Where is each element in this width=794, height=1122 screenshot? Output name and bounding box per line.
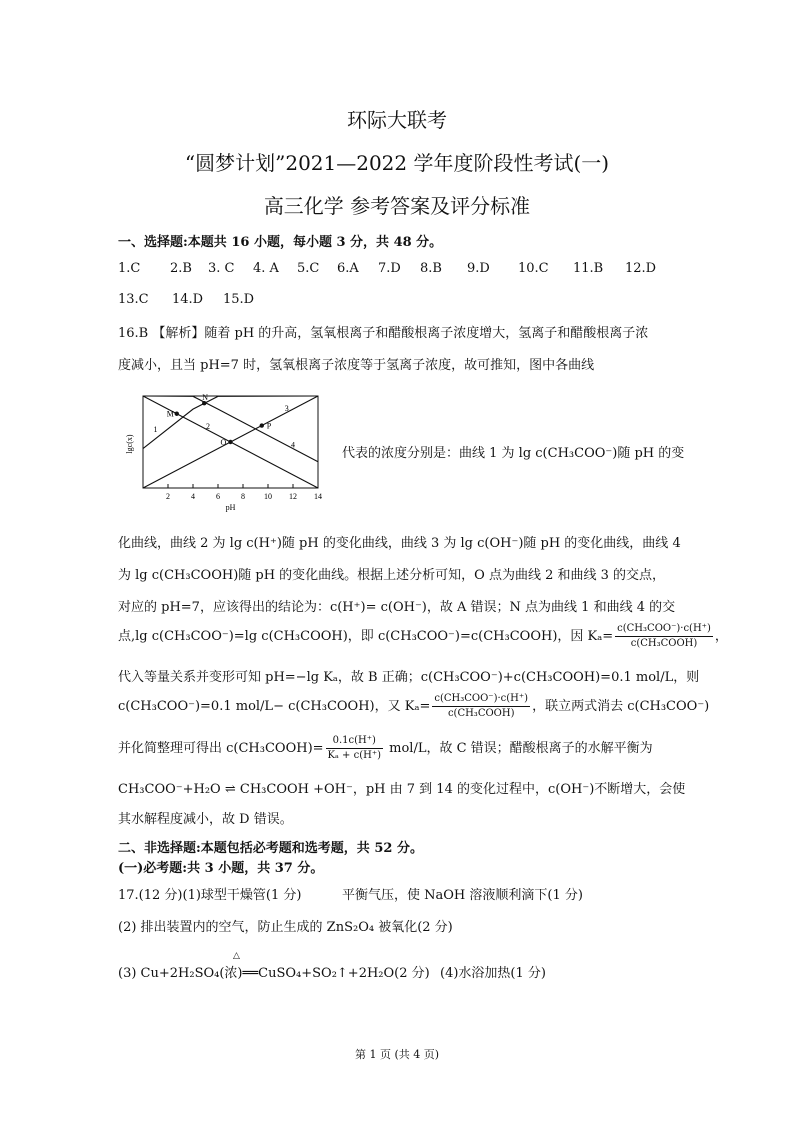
- point-label-P: P: [266, 421, 272, 431]
- q17-part4: (4)水浴加热(1 分): [440, 966, 546, 981]
- answer-item: 14.D: [172, 292, 204, 307]
- q16-side-text: 代表的浓度分别是：曲线 1 为 lg c(CH₃COO⁻)随 pH 的变: [342, 446, 685, 461]
- answer-item: 9.D: [467, 261, 490, 276]
- ka-fraction-1: [615, 622, 713, 651]
- point-label-N: N: [202, 393, 209, 403]
- ka-fraction-2: [432, 692, 530, 721]
- x-tick-label: 10: [264, 492, 272, 501]
- answer-item: 8.B: [420, 261, 442, 276]
- q16-line4: [118, 622, 728, 651]
- ka-fraction-2-num: c(CH₃COO⁻)·c(H⁺): [432, 692, 530, 707]
- acid-conc-fraction-den: Kₐ + c(H⁺): [327, 750, 382, 761]
- q16-line7-text: 并化简整理可得出 c(CH₃COOH)=: [118, 741, 324, 756]
- ka-fraction-2-den: c(CH₃COOH): [447, 708, 515, 719]
- answer-item: 7.D: [378, 261, 401, 276]
- q16-line6-text: c(CH₃COO⁻)=0.1 mol/L− c(CH₃COOH)，又 Kₐ=: [118, 699, 431, 714]
- x-tick-label: 8: [241, 492, 245, 501]
- q16-line1: 化曲线，曲线 2 为 lg c(H⁺)随 pH 的变化曲线，曲线 3 为 lg c(OH⁻)随 pH 的变化曲线，曲线 4: [118, 536, 681, 551]
- x-tick-label: 2: [166, 492, 170, 501]
- exam-org-title: 环际大联考: [347, 108, 447, 132]
- q16-line3: 对应的 pH=7，应该得出的结论为：c(H⁺)= c(OH⁻)，故 A 错误；N 点为曲线 1 和曲线 4 的交: [118, 600, 676, 615]
- x-tick-label: 14: [314, 492, 322, 501]
- point-label-M: M: [166, 409, 174, 419]
- point-O: [228, 440, 232, 444]
- q17-part1: 17.(12 分)(1)球型干燥管(1 分): [118, 888, 302, 903]
- q17-part1-b: 平衡气压，使 NaOH 溶液顺利滴下(1 分): [342, 888, 583, 903]
- x-tick-label: 6: [216, 492, 220, 501]
- q16-intro2: 度减小，且当 pH=7 时，氢氧根离子浓度等于氢离子浓度，故可推知，图中各曲线: [118, 358, 595, 373]
- answer-item: 5.C: [297, 261, 320, 276]
- q16-line7: [118, 734, 653, 763]
- q16-intro: 16.B 【解析】随着 pH 的升高，氢氧根离子和醋酸根离子浓度增大，氢离子和醋酸根离子浓: [118, 326, 649, 341]
- q16-line9: 其水解程度减小，故 D 错误。: [118, 812, 293, 827]
- answer-item: 6.A: [337, 261, 359, 276]
- curve-label-4: 4: [291, 440, 295, 450]
- curve-label-2: 2: [206, 421, 210, 431]
- ka-fraction-1-num: c(CH₃COO⁻)·c(H⁺): [615, 622, 713, 637]
- q16-line7-end: mol/L，故 C 错误；醋酸根离子的水解平衡为: [385, 741, 653, 756]
- point-P: [260, 423, 264, 427]
- x-tick-label: 4: [191, 492, 195, 501]
- q17-part3: (3) Cu+2H₂SO₄(浓)══CuSO₄+SO₂↑+2H₂O(2 分): [118, 966, 430, 981]
- y-axis-label: lgc(x): [125, 434, 134, 454]
- answer-item: 4. A: [253, 261, 279, 276]
- answer-item: 15.D: [223, 292, 255, 307]
- answer-item: 3. C: [208, 261, 235, 276]
- q17-part2: (2) 排出装置内的空气，防止生成的 ZnS₂O₄ 被氧化(2 分): [118, 920, 453, 935]
- ph-concentration-chart: [118, 388, 328, 516]
- point-label-O: O: [220, 438, 227, 447]
- answer-item: 10.C: [518, 261, 549, 276]
- q16-line8: CH₃COO⁻+H₂O ⇌ CH₃COOH +OH⁻，pH 由 7 到 14 的变化过程中，c(OH⁻)不断增大，会使: [118, 782, 686, 797]
- answer-item: 1.C: [118, 261, 141, 276]
- answer-item: 11.B: [573, 261, 604, 276]
- acid-conc-fraction-num: 0.1c(H⁺): [326, 734, 383, 749]
- q16-line5: 代入等量关系并变形可知 pH=−lg Kₐ，故 B 正确；c(CH₃COO⁻)+c(CH₃COOH)=0.1 mol/L，则: [118, 670, 700, 685]
- section2-heading: 二、非选择题:本题包括必考题和选考题，共 52 分。: [118, 841, 423, 856]
- curve-4: [143, 396, 318, 462]
- answer-item: 12.D: [625, 261, 657, 276]
- curve-label-1: 1: [153, 425, 158, 435]
- x-tick-label: 12: [289, 492, 297, 501]
- q16-line6-end: ，联立两式消去 c(CH₃COO⁻): [532, 699, 710, 714]
- answer-item: 2.B: [170, 261, 192, 276]
- q16-line4-end: ，: [714, 629, 728, 644]
- answer-item: 13.C: [118, 292, 149, 307]
- page-footer: 第 1 页 (共 4 页): [354, 1048, 440, 1061]
- heat-condition-symbol: △: [233, 951, 240, 961]
- point-M: [175, 412, 179, 416]
- subject-title: 高三化学 参考答案及评分标准: [263, 194, 531, 218]
- section2-subheading: (一)必考题:共 3 小题，共 37 分。: [118, 861, 324, 876]
- ka-fraction-1-den: c(CH₃COOH): [630, 638, 698, 649]
- q16-line2: 为 lg c(CH₃COOH)随 pH 的变化曲线。根据上述分析可知，O 点为曲线 2 和曲线 3 的交点，: [118, 568, 666, 583]
- exam-title: “圆梦计划”2021—2022 学年度阶段性考试(一): [184, 151, 610, 175]
- q16-line6: [118, 692, 709, 721]
- acid-conc-fraction: [326, 734, 383, 763]
- x-axis-label: pH: [225, 503, 236, 512]
- section1-heading: 一、选择题:本题共 16 小题，每小题 3 分，共 48 分。: [118, 235, 443, 250]
- curve-label-3: 3: [284, 404, 289, 414]
- q16-line4-text: 点,lg c(CH₃COO⁻)=lg c(CH₃COOH)，即 c(CH₃COO⁻)=c(CH₃COOH)，因 Kₐ=: [118, 629, 614, 644]
